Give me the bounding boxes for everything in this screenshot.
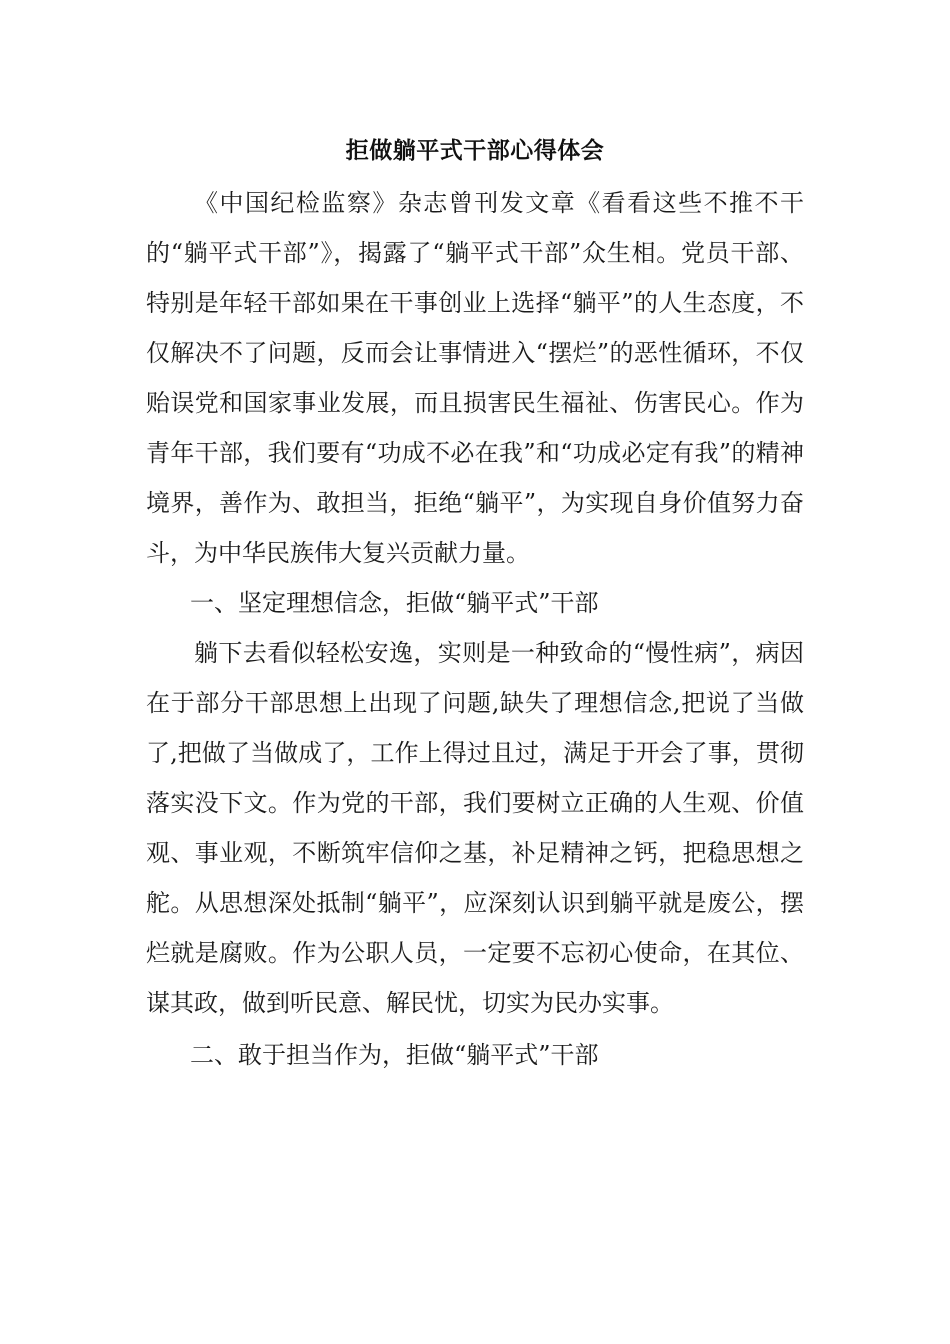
- section-heading-1: 一、坚定理想信念，拒做“躺平式”干部: [190, 589, 599, 617]
- section-heading-2: 二、敢于担当作为，拒做“躺平式”干部: [190, 1041, 599, 1069]
- intro-paragraph: 《中国纪检监察》杂志曾刊发文章《看看这些不推不干的“躺平式干部”》，揭露了“躺平式干部”众生相。党员干部、特别是年轻干部如果在干事创业上选择“躺平”的人生态度，不仅解决不了问题，反而会让事情进入“摆烂”的恶性循环，不仅贻误党和国家事业发展，而且损害民生福祉、伤害民心。作为青年干部，我们要有“功成不必在我”和“功成必定有我”的精神境界，善作为、敢担当，拒绝“躺平”，为实现自身价值努力奋斗，为中华民族伟大复兴贡献力量。: [146, 189, 804, 567]
- document-body: [146, 178, 804, 1080]
- document-title: 拒做躺平式干部心得体会: [345, 137, 605, 164]
- section-1-paragraph: 躺下去看似轻松安逸，实则是一种致命的“慢性病”，病因在于部分干部思想上出现了问题,缺失了理想信念,把说了当做了,把做了当做成了，工作上得过且过，满足于开会了事，贯彻落实没下文。作为党的干部，我们要树立正确的人生观、价值观、事业观，不断筑牢信仰之基，补足精神之钙，把稳思想之舵。从思想深处抵制“躺平”，应深刻认识到躺平就是废公，摆烂就是腐败。作为公职人员，一定要不忘初心使命，在其位、谋其政，做到听民意、解民忧，切实为民办实事。: [146, 639, 804, 1017]
